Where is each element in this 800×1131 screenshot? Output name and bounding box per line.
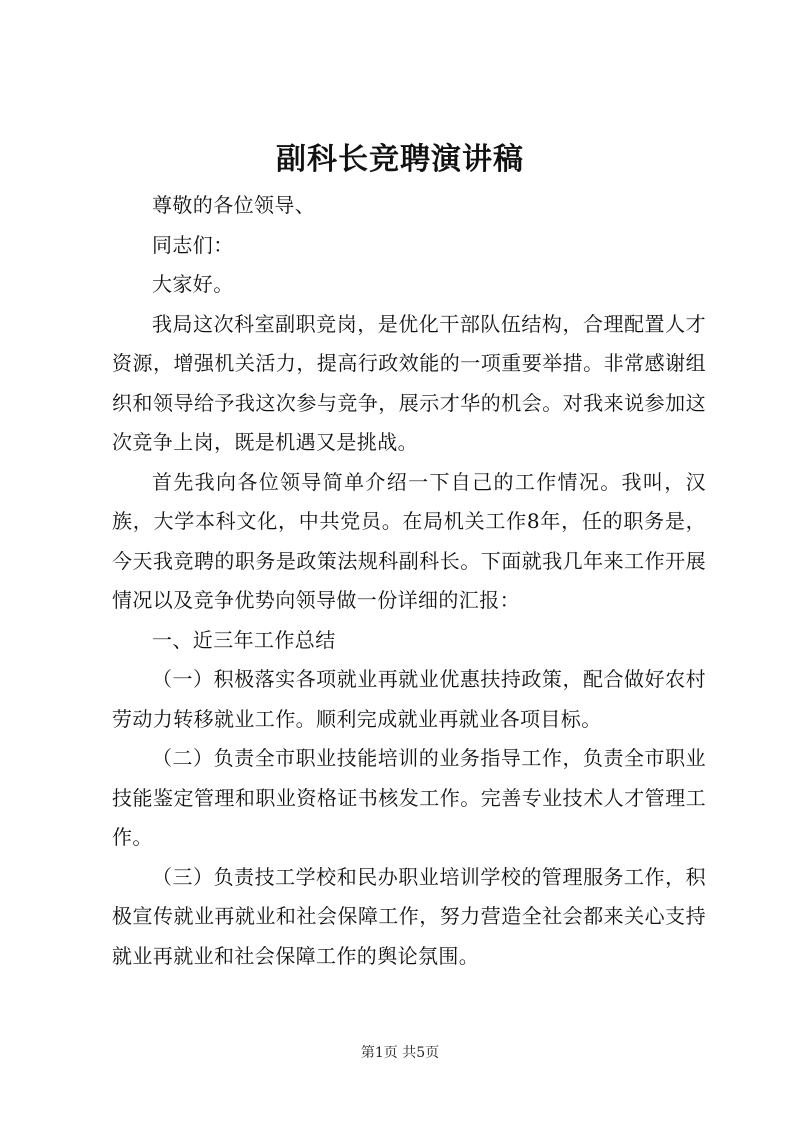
paragraph-item-2: （二）负责全市职业技能培训的业务指导工作，负责全市职业技能鉴定管理和职业资格证书核发工作。完善专业技术人才管理工作。	[112, 746, 706, 849]
paragraph-intro: 我局这次科室副职竞岗，是优化干部队伍结构，合理配置人才资源，增强机关活力，提高行政效能的一项重要举措。非常感谢组织和领导给予我这次参与竞争，展示才华的机会。对我来说参加这次竞争上岗，既是机遇又是挑战。	[112, 311, 706, 454]
section-heading-summary: 一、近三年工作总结	[152, 627, 336, 652]
page-number-footer: 第1页 共5页	[360, 1045, 440, 1061]
paragraph-item-3: （三）负责技工学校和民办职业培训学校的管理服务工作，积极宣传就业再就业和社会保障工作，努力营造全社会都来关心支持就业再就业和社会保障工作的舆论氛围。	[112, 864, 706, 968]
paragraph-item-1: （一）积极落实各项就业再就业优惠扶持政策，配合做好农村劳动力转移就业工作。顺利完成就业再就业各项目标。	[112, 667, 706, 731]
document-title: 副科长竞聘演讲稿	[276, 142, 524, 177]
paragraph-salutation-2: 同志们：	[152, 232, 234, 257]
document-body	[112, 186, 706, 976]
paragraph-self-introduction: 首先我向各位领导简单介绍一下自己的工作情况。我叫，汉族，大学本科文化，中共党员。在局机关工作8年，任的职务是，今天我竞聘的职务是政策法规科副科长。下面就我几年来工作开展情况以及竞争优势向领导做一份详细的汇报：	[112, 469, 706, 612]
paragraph-greeting: 大家好。	[152, 272, 234, 296]
paragraph-salutation-1: 尊敬的各位领导、	[152, 193, 316, 217]
